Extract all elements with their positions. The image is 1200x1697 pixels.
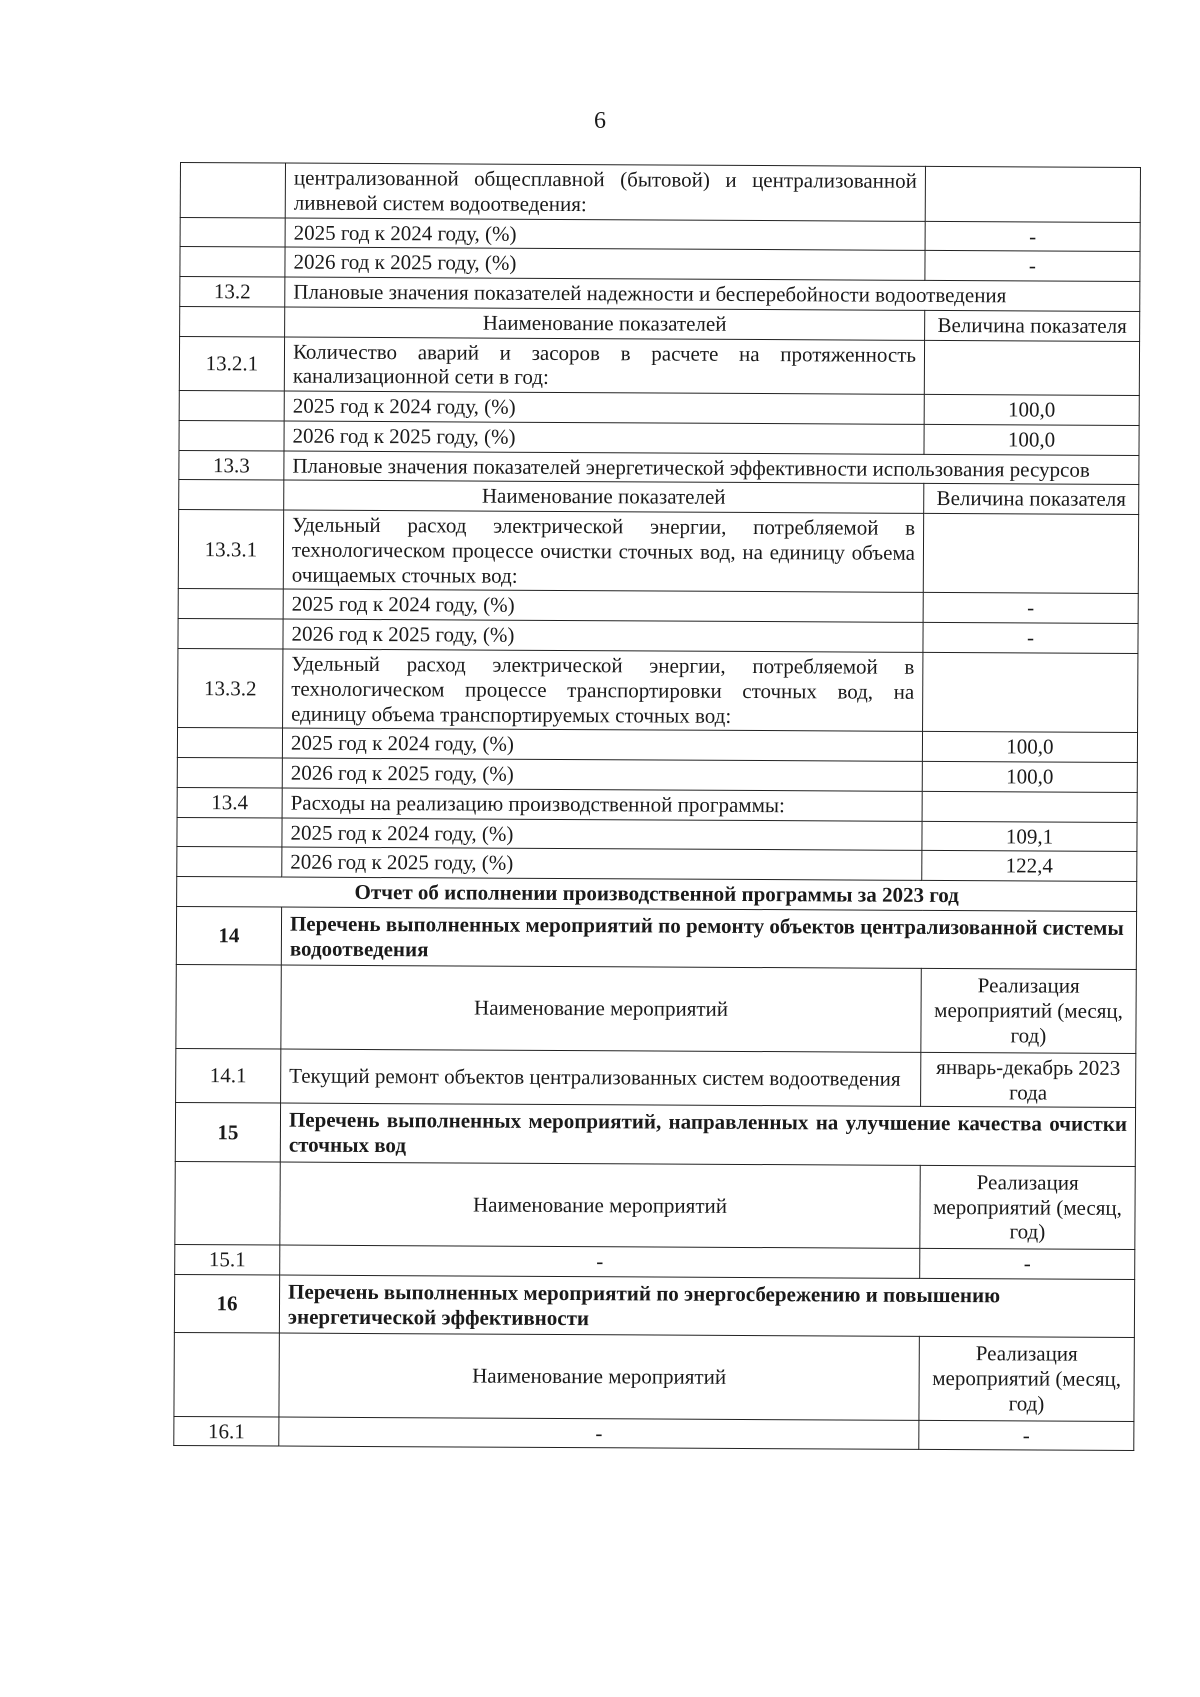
measure-name: -	[280, 1245, 920, 1278]
indicator-value: -	[925, 251, 1140, 282]
row-number-cell	[175, 1161, 280, 1245]
indicator-name: 2026 год к 2025 году, (%)	[284, 421, 924, 454]
table-row	[178, 649, 1138, 733]
indicator-name: Удельный расход электрической энергии, потребляемой в технологическом процессе транспортировки сточных вод, на единицу объема транспортируемых сточных вод:	[283, 649, 923, 732]
section-number: 14	[176, 906, 281, 965]
indicator-name: Количество аварий и засоров в расчете на протяженность канализационной сети в год:	[284, 337, 924, 395]
row-number-cell	[174, 1333, 279, 1417]
section-title: Плановые значения показателей энергетической эффективности использования ресурсов	[284, 451, 1139, 485]
row-number: 13.4	[177, 787, 282, 817]
row-number: 13.3.1	[178, 510, 283, 590]
row-number-cell	[179, 480, 284, 510]
section-row	[175, 1103, 1135, 1167]
indicator-value: 100,0	[922, 732, 1137, 763]
measure-name: -	[279, 1417, 919, 1450]
row-number-cell	[177, 847, 282, 877]
page-number: 6	[594, 108, 606, 134]
section-number: 16	[174, 1274, 279, 1333]
row-number-cell	[177, 817, 282, 847]
row-number: 15.1	[175, 1245, 280, 1275]
column-header-value: Величина показателя	[925, 310, 1140, 341]
measure-period: -	[919, 1420, 1134, 1451]
indicator-name: 2025 год к 2024 году, (%)	[284, 391, 924, 424]
indicator-value: 122,4	[922, 851, 1137, 882]
section-number: 13.2	[180, 277, 285, 307]
row-number-cell	[178, 589, 283, 619]
header-row	[175, 1161, 1135, 1249]
section-row	[174, 1274, 1134, 1338]
row-number-cell	[180, 247, 285, 277]
row-number: 13.3.2	[178, 649, 283, 729]
row-number: 16.1	[174, 1416, 279, 1446]
indicator-value: -	[925, 221, 1140, 252]
row-number-cell	[180, 163, 285, 218]
indicator-value: -	[923, 623, 1138, 654]
indicator-name: централизованной общесплавной (бытовой) и централизованной ливневой систем водоотведения:	[285, 163, 925, 221]
column-header-name: Наименование мероприятий	[280, 1162, 920, 1249]
indicator-name: 2025 год к 2024 году, (%)	[282, 818, 922, 851]
table-row	[174, 1416, 1134, 1451]
row-number-cell	[180, 217, 285, 247]
row-number-cell	[177, 728, 282, 758]
indicator-value	[924, 340, 1139, 396]
indicator-value	[923, 514, 1138, 594]
indicator-name: 2026 год к 2025 году, (%)	[283, 619, 923, 652]
column-header-name: Наименование мероприятий	[281, 965, 921, 1052]
indicator-name: Расходы на реализацию производственной программы:	[282, 788, 922, 821]
section-title: Перечень выполненных мероприятий, направленных на улучшение качества очистки сточных вод	[280, 1103, 1135, 1166]
table-row	[178, 510, 1138, 594]
column-header-value: Реализация мероприятий (месяц, год)	[921, 969, 1136, 1053]
indicator-name: 2025 год к 2024 году, (%)	[285, 218, 925, 251]
table-row	[179, 336, 1139, 396]
indicator-name: 2026 год к 2025 году, (%)	[285, 247, 925, 280]
measure-period: -	[920, 1248, 1135, 1279]
indicator-name: 2026 год к 2025 году, (%)	[282, 847, 922, 880]
section-title: Перечень выполненных мероприятий по энергосбережению и повышению энергетической эффективности	[279, 1275, 1134, 1338]
measure-period: январь-декабрь 2023 года	[921, 1052, 1136, 1108]
indicator-name: 2026 год к 2025 году, (%)	[282, 758, 922, 791]
program-table	[173, 162, 1141, 1451]
indicator-name: 2025 год к 2024 году, (%)	[283, 590, 923, 623]
indicator-name: Удельный расход электрической энергии, потребляемой в технологическом процессе очистки сточных вод, на единицу объема очищаемых сточных вод:	[283, 510, 923, 593]
table-row	[176, 1048, 1136, 1108]
table-row	[180, 163, 1140, 223]
header-row	[174, 1333, 1134, 1421]
header-row	[176, 965, 1136, 1053]
row-number-cell	[178, 619, 283, 649]
indicator-value: 100,0	[924, 424, 1139, 455]
indicator-value: 109,1	[922, 821, 1137, 852]
row-number: 14.1	[176, 1048, 281, 1103]
column-header-value: Реализация мероприятий (месяц, год)	[919, 1337, 1134, 1421]
section-number: 15	[175, 1103, 280, 1162]
measure-name: Текущий ремонт объектов централизованных систем водоотведения	[281, 1049, 921, 1107]
row-number-cell	[179, 420, 284, 450]
row-number-cell	[179, 391, 284, 421]
row-number: 13.2.1	[179, 336, 284, 391]
column-header-value: Величина показателя	[924, 484, 1139, 515]
column-header-name: Наименование показателей	[285, 307, 925, 340]
column-header-name: Наименование мероприятий	[279, 1333, 919, 1420]
section-row	[176, 906, 1136, 970]
section-title: Плановые значения показателей надежности и бесперебойности водоотведения	[285, 277, 1140, 311]
indicator-value	[923, 652, 1138, 732]
indicator-name: 2025 год к 2024 году, (%)	[282, 728, 922, 761]
row-number-cell	[180, 306, 285, 336]
row-number-cell	[177, 758, 282, 788]
indicator-value: 100,0	[924, 395, 1139, 426]
column-header-name: Наименование показателей	[284, 480, 924, 513]
indicator-value	[925, 166, 1140, 222]
indicator-value	[922, 791, 1137, 822]
report-title: Отчет об исполнении производственной программы за 2023 год	[177, 877, 1137, 912]
indicator-value: 100,0	[922, 761, 1137, 792]
section-title: Перечень выполненных мероприятий по ремонту объектов централизованной системы водоотведения	[281, 907, 1136, 970]
row-number-cell	[176, 965, 281, 1049]
indicator-value: -	[923, 593, 1138, 624]
section-number: 13.3	[179, 450, 284, 480]
column-header-value: Реализация мероприятий (месяц, год)	[920, 1165, 1135, 1249]
